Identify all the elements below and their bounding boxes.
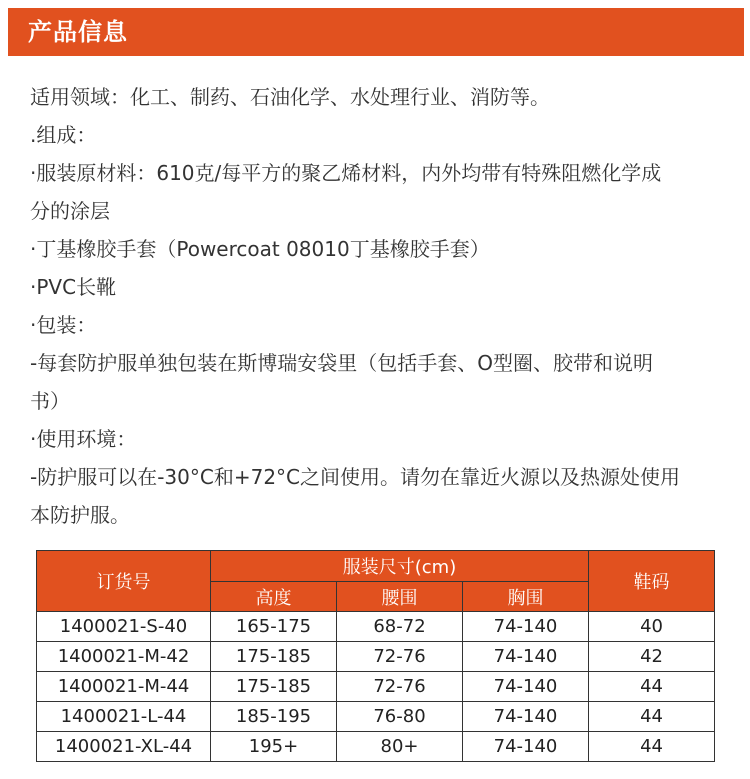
cell-shoe-size: 40 [589,612,715,642]
header-waist: 腰围 [337,582,463,612]
cell-shoe-size: 42 [589,642,715,672]
cell-chest: 74-140 [463,672,589,702]
header-shoe-size: 鞋码 [589,551,715,612]
cell-chest: 74-140 [463,702,589,732]
cell-waist: 80+ [337,732,463,762]
cell-chest: 74-140 [463,612,589,642]
text-line-environment-cont: 本防护服。 [30,503,130,527]
header-bar [8,8,744,56]
cell-order-number: 1400021-M-44 [37,672,211,702]
cell-chest: 74-140 [463,732,589,762]
text-line-packaging-heading: ·包装： [30,313,97,337]
header-garment-size: 服装尺寸(cm) [211,551,589,582]
cell-order-number: 1400021-S-40 [37,612,211,642]
cell-height: 195+ [211,732,337,762]
text-line-material: ·服装原材料：610克/每平方的聚乙烯材料，内外均带有特殊阻燃化学成 [30,161,662,185]
text-line-composition-heading: .组成： [30,123,97,147]
cell-height: 175-185 [211,642,337,672]
description [30,78,730,534]
cell-shoe-size: 44 [589,672,715,702]
text-line-environment-heading: ·使用环境： [30,427,137,451]
header-order-number: 订货号 [37,551,211,612]
cell-waist: 68-72 [337,612,463,642]
text-line-material-cont: 分的涂层 [30,199,110,223]
cell-chest: 74-140 [463,642,589,672]
cell-height: 165-175 [211,612,337,642]
text-line-gloves: ·丁基橡胶手套（Powercoat 08010丁基橡胶手套） [30,237,490,261]
table-row [37,642,715,672]
table-row [37,702,715,732]
header-chest: 胸围 [463,582,589,612]
text-line-packaging-cont: 书） [30,389,70,413]
header-height: 高度 [211,582,337,612]
cell-waist: 72-76 [337,672,463,702]
text-line-boots: ·PVC长靴 [30,275,117,299]
table-row [37,672,715,702]
cell-order-number: 1400021-L-44 [37,702,211,732]
cell-waist: 76-80 [337,702,463,732]
table-row [37,732,715,762]
page-title: 产品信息 [28,18,128,46]
cell-height: 185-195 [211,702,337,732]
cell-shoe-size: 44 [589,702,715,732]
text-line-packaging: -每套防护服单独包装在斯博瑞安袋里（包括手套、O型圈、胶带和说明 [30,351,653,375]
size-table [36,550,715,762]
text-line-usage: 适用领域：化工、制药、石油化学、水处理行业、消防等。 [30,85,550,109]
cell-order-number: 1400021-M-42 [37,642,211,672]
text-line-environment: -防护服可以在-30°C和+72°C之间使用。请勿在靠近火源以及热源处使用 [30,465,681,489]
cell-height: 175-185 [211,672,337,702]
cell-order-number: 1400021-XL-44 [37,732,211,762]
cell-waist: 72-76 [337,642,463,672]
cell-shoe-size: 44 [589,732,715,762]
table-row [37,612,715,642]
